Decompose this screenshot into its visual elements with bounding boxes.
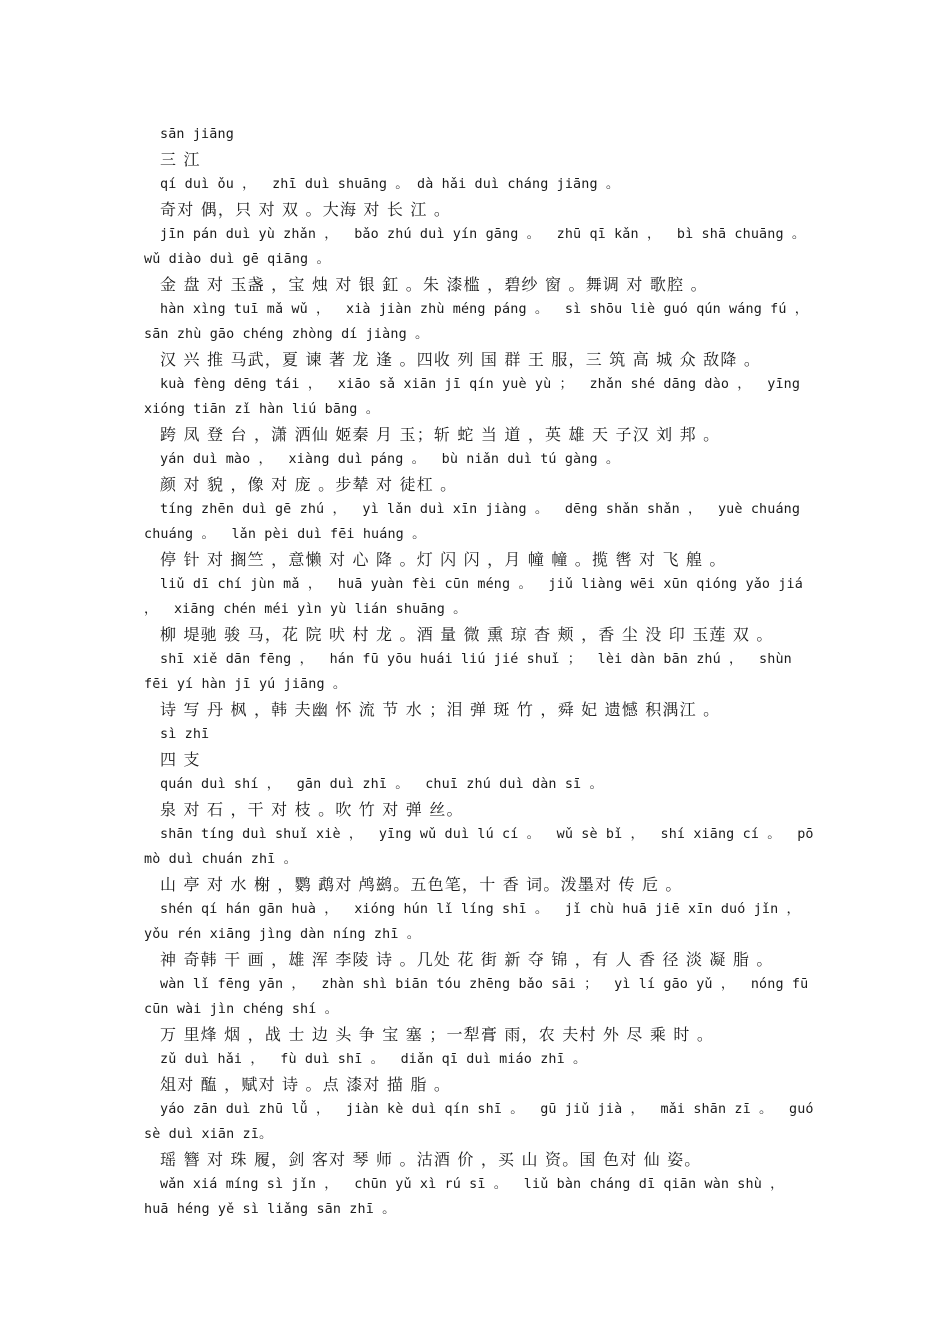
pinyin-line: zǔ duì hǎi ， fù duì shī 。 diǎn qī duì miáo zhī 。 xyxy=(160,1052,587,1067)
pinyin-line: quán duì shí ， gān duì zhī 。 chuī zhú duì dàn sī 。 xyxy=(160,777,604,792)
pinyin-line: sān jiāng xyxy=(160,127,234,142)
chinese-line: 神 奇韩 干 画 ，雄 浑 李陵 诗 。几处 花 街 新 夺 锦 ，有 人 香 径 淡 凝 脂 。 xyxy=(160,950,774,969)
chinese-line: 瑶 簪 对 珠 履，剑 客对 琴 师 。沽酒 价 ，买 山 资。国 色对 仙 姿。 xyxy=(160,1150,702,1169)
pinyin-line: yáo zān duì zhū lǚ ， jiàn kè duì qín shī 。 gū jiǔ jià ， mǎi shān zī 。 guó sè duì xiān zī。 xyxy=(144,1102,822,1142)
pinyin-line: wàn lǐ fēng yān ， zhàn shì biān tóu zhēng bǎo sāi ； yì lí gāo yǔ ， nóng fū cūn wài jìn chéng shí 。 xyxy=(144,977,817,1017)
pinyin-line: shān tíng duì shuǐ xiè ， yīng wǔ duì lú cí 。 wǔ sè bǐ ， shí xiāng cí 。 pō mò duì chuán zhī 。 xyxy=(144,827,822,867)
document-page xyxy=(144,122,825,1222)
chinese-line: 奇对 偶，只 对 双 。大海 对 长 江 。 xyxy=(160,200,452,219)
pinyin-line: wǎn xiá míng sì jǐn ， chūn yǔ xì rú sī 。 liǔ bàn cháng dī qiān wàn shù ， huā héng yě sì liǎng sān zhī 。 xyxy=(144,1177,801,1217)
chinese-line: 三 江 xyxy=(160,150,201,169)
chinese-line: 汉 兴 推 马武，夏 谏 著 龙 逢 。四收 列 国 群 王 服，三 筑 高 城 众 敌降 。 xyxy=(160,350,762,369)
chinese-line: 泉 对 石 ，干 对 枝 。吹 竹 对 弹 丝。 xyxy=(160,800,464,819)
pinyin-line: kuà fèng dēng tái ， xiāo sǎ xiān jī qín yuè yù ； zhǎn shé dāng dào ， yīng xióng tiān zǐ hàn liú bāng 。 xyxy=(144,377,809,417)
chinese-line: 万 里烽 烟 ，战 士 边 头 争 宝 塞 ；一犁膏 雨，农 夫村 外 尽 乘 时 。 xyxy=(160,1025,715,1044)
chinese-line: 四 支 xyxy=(160,750,201,769)
pinyin-line: jīn pán duì yù zhǎn ， bǎo zhú duì yín gāng 。 zhū qī kǎn ， bì shā chuāng 。 wǔ diào duì gē qiāng 。 xyxy=(144,227,822,267)
pinyin-line: yán duì mào ， xiàng duì páng 。 bù niǎn duì tú gàng 。 xyxy=(160,452,620,467)
chinese-line: 停 针 对 搁竺 ，意懒 对 心 降 。灯 闪 闪 ，月 幢 幢 。揽 辔 对 飞 艎 。 xyxy=(160,550,727,569)
chinese-line: 山 亭 对 水 榭 ，鹦 鹉对 鸬鹚。五色笔，十 香 词。泼墨对 传 卮 。 xyxy=(160,875,683,894)
pinyin-line: hàn xìng tuī mǎ wǔ ， xià jiàn zhù méng páng 。 sì shōu liè guó qún wáng fú ， sān zhù gāo chéng zhòng dí jiàng 。 xyxy=(144,302,825,342)
chinese-line: 金 盘 对 玉盏 ，宝 烛 对 银 釭 。朱 漆槛 ，碧纱 窗 。舞调 对 歌腔 。 xyxy=(160,275,708,294)
pinyin-line: qí duì ǒu ， zhī duì shuāng 。 dà hǎi duì cháng jiāng 。 xyxy=(160,177,620,192)
chinese-line: 跨 凤 登 台 ，潇 洒仙 姬秦 月 玉；斩 蛇 当 道 ，英 雄 天 子汉 刘 邦 。 xyxy=(160,425,721,444)
chinese-line: 颜 对 貌 ，像 对 庞 。步辇 对 徒杠 。 xyxy=(160,475,458,494)
pinyin-line: shī xiě dān fēng ， hán fū yōu huái liú jié shuǐ ； lèi dàn bān zhú ， shùn fēi yí hàn jī yú jiāng 。 xyxy=(144,652,801,692)
chinese-line: 诗 写 丹 枫 ，韩 夫幽 怀 流 节 水 ；泪 弹 斑 竹 ，舜 妃 遗憾 积湡江 。 xyxy=(160,700,721,719)
pinyin-line: liǔ dī chí jùn mǎ ， huā yuàn fèi cūn méng 。 jiǔ liàng wēi xūn qióng yǎo jiá ， xiāng chén méi yìn yù lián shuāng 。 xyxy=(144,577,812,617)
pinyin-line: shén qí hán gān huà ， xióng hún lǐ líng shī 。 jǐ chù huā jiē xīn duó jǐn ， yǒu rén xiāng jìng dàn níng zhī 。 xyxy=(144,902,817,942)
chinese-line: 柳 堤驰 骏 马，花 院 吠 村 龙 。酒 量 微 熏 琼 杳 颊 ，香 尘 没 印 玉莲 双 。 xyxy=(160,625,774,644)
chinese-line: 俎对 醢 ，赋对 诗 。点 漆对 描 脂 。 xyxy=(160,1075,452,1094)
pinyin-line: sì zhī xyxy=(160,727,210,742)
pinyin-line: tíng zhēn duì gē zhú ， yì lǎn duì xīn jiàng 。 dēng shǎn shǎn ， yuè chuáng chuáng 。 lǎn pèi duì fēi huáng 。 xyxy=(144,502,809,542)
